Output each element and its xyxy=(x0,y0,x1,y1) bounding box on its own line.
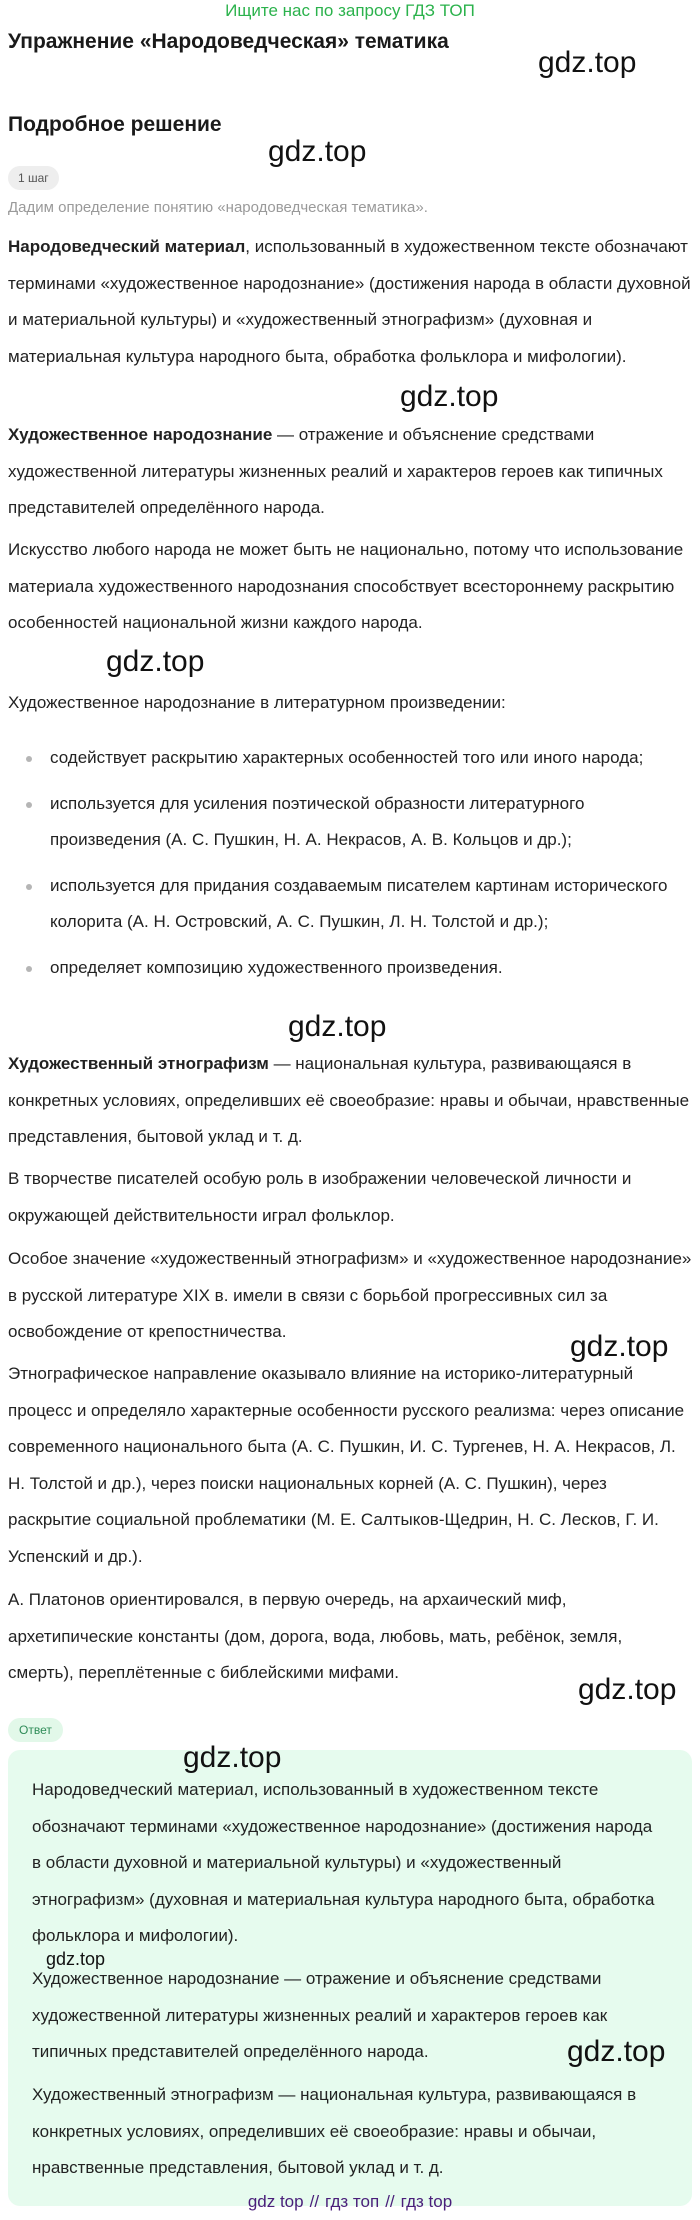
list-item xyxy=(8,950,692,986)
features-list xyxy=(8,740,692,996)
answer-badge: Ответ xyxy=(8,1718,63,1742)
bullet-dot-icon xyxy=(26,802,32,808)
bullet-dot-icon xyxy=(26,884,32,890)
list-item xyxy=(8,740,692,776)
list-item-text: используется для придания создаваемым писателем картинам исторического колорита (А. Н. Островский, А. С. Пушкин, Л. Н. Толстой и др.); xyxy=(50,876,668,931)
watermark: gdz.top xyxy=(570,1330,669,1363)
term-narodoznanie: Художественное народознание xyxy=(8,425,273,444)
footer-link[interactable]: gdz top xyxy=(247,2192,304,2211)
watermark: gdz.top xyxy=(538,46,637,79)
footer-link[interactable]: гдз топ xyxy=(325,2192,380,2211)
watermark: gdz.top xyxy=(183,1741,282,1774)
step-badge: 1 шаг xyxy=(8,166,59,190)
search-banner: Ищите нас по запросу ГДЗ ТОП xyxy=(225,1,475,20)
paragraph-national-art: Искусство любого народа не может быть не национально, потому что использование материала художественного народознания способствует всестороннему раскрытию особенностей национальной жизни каждого народа. xyxy=(8,540,684,632)
step-intro: Дадим определение понятию «народоведческая тематика». xyxy=(8,199,428,216)
watermark: gdz.top xyxy=(400,380,499,413)
footer-link[interactable]: гдз top xyxy=(400,2192,453,2211)
watermark: gdz.top xyxy=(578,1673,677,1706)
footer-separator: // xyxy=(385,2192,395,2211)
footer-links xyxy=(0,2192,700,2212)
answer-paragraph: Художественный этнографизм — национальная культура, развивающаяся в конкретных условиях, определивших её своеобразие: нравы и обычаи, нравственные представления, бытовой уклад и т. д. xyxy=(32,2085,637,2177)
paragraph-ethnographic-direction: Этнографическое направление оказывало влияние на историко-литературный процесс и определяло характерные особенности русского реализма: через описание современного национального быта (А. С. Пушкин, И. С. Тургенев, Н. А. Некрасов, Л. Н. Толстой и др.), через поиски национальных корней (А. С. Пушкин), через раскрытие социальной проблематики (М. Е. Салтыков-Щедрин, Н. С. Лесков, Г. И. Успенский и др.). xyxy=(8,1364,685,1566)
paragraph-etnografizm xyxy=(8,1046,692,1156)
list-item xyxy=(8,868,692,940)
list-item-text: используется для усиления поэтической образности литературного произведения (А. С. Пушкин, Н. А. Некрасов, А. В. Кольцов и др.); xyxy=(50,794,585,849)
paragraph-material-text: , использованный в художественном тексте обозначают терминами «художественное народознание» (достижения народа в области духовной и материальной культуры) и «художественный этнографизм» (духовная и материальная культура народного быта, обработка фольклора и мифологии). xyxy=(8,237,691,366)
watermark: gdz.top xyxy=(46,1949,106,1969)
list-item-text: определяет композицию художественного произведения. xyxy=(50,958,503,977)
answer-paragraph: Народоведческий материал, использованный в художественном тексте обозначают терминами «художественное народознание» (достижения народа в области духовной и материальной культуры) и «художественный этнографизм» (духовная и материальная культура народного быта, обработка фольклора и мифологии). xyxy=(32,1780,655,1945)
paragraph-list-intro: Художественное народознание в литературном произведении: xyxy=(8,693,506,712)
list-item xyxy=(8,786,692,858)
bullet-dot-icon xyxy=(26,966,32,972)
watermark: gdz.top xyxy=(268,135,367,168)
answer-paragraph: Художественное народознание — отражение и объяснение средствами художественной литературы жизненных реалий и характеров героев как типичных представителей определённого народа. xyxy=(32,1969,608,2061)
watermark: gdz.top xyxy=(288,1010,387,1043)
watermark: gdz.top xyxy=(567,2035,666,2068)
paragraph-xix-century: Особое значение «художественный этнографизм» и «художественное народознание» в русской литературе XIX в. имели в связи с борьбой прогрессивных сил за освобождение от крепостничества. xyxy=(8,1249,692,1341)
list-item-text: содействует раскрытию характерных особенностей того или иного народа; xyxy=(50,748,644,767)
paragraph-narodoznanie xyxy=(8,417,692,527)
bullet-dot-icon xyxy=(26,756,32,762)
footer-separator: // xyxy=(309,2192,320,2211)
paragraph-platonov: А. Платонов ориентировался, в первую очередь, на архаический миф, архетипические константы (дом, дорога, вода, любовь, мать, ребёнок, земля, смерть), переплётенные с библейскими мифами. xyxy=(8,1590,623,1682)
watermark: gdz.top xyxy=(106,645,205,678)
paragraph-folklore: В творчестве писателей особую роль в изображении человеческой личности и окружающей действительности играл фольклор. xyxy=(8,1169,632,1225)
term-etnografizm: Художественный этнографизм xyxy=(8,1054,269,1073)
page-title: Упражнение «Народоведческая» тематика xyxy=(8,30,449,53)
term-material: Народоведческий материал xyxy=(8,237,246,256)
paragraph-narodoznanie-text: — отражение и объяснение средствами художественной литературы жизненных реалий и характеров героев как типичных представителей определённого народа. xyxy=(8,425,663,517)
paragraph-material xyxy=(8,229,692,375)
solution-title: Подробное решение xyxy=(8,113,222,136)
paragraph-etnografizm-text: — национальная культура, развивающаяся в конкретных условиях, определивших её своеобразие: нравы и обычаи, нравственные представления, бытовой уклад и т. д. xyxy=(8,1054,690,1146)
